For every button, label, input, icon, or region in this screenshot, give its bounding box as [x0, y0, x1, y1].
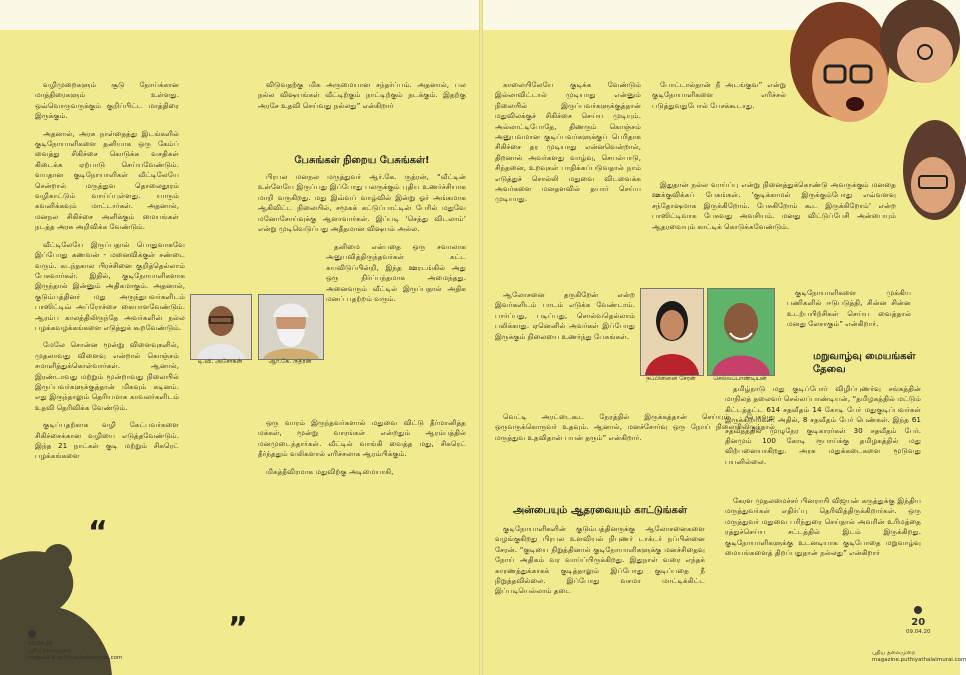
photo-caption: ஆர்.கே. ருத்ரன்: [268, 358, 312, 365]
paragraph: போட்டால்தான் நீ அடங்குவ” என்று குடிநோயாளிகளை எரிச்சல் படுத்துவதுபோல் பேசக்கூடாது.: [652, 80, 786, 110]
left-footer: [28, 630, 122, 662]
right-column-3-top: [495, 80, 641, 280]
left-column-2-intro: [258, 172, 466, 234]
portrait-placeholder: [708, 289, 774, 375]
paragraph: தனிமை என்பதை ஒரு சவாலாக அனுபவித்திருந்தவர்கள் கட்ட சுயவிடுப்பின்றி, இந்த ஊரடங்கில் அது ஒரு நிர்ப்பந்தமாக அமைந்தது. அனைவரும் வீட்டில் இருப்பதால் அதிக மனப் பதற்றம் வரும்.: [326, 242, 466, 304]
left-column-2-beside-photo: [326, 242, 466, 382]
page-spine: [479, 0, 483, 675]
magazine-logo-icon: [906, 606, 931, 617]
photo-ashokan: [190, 294, 252, 360]
paragraph: வெட்டி அரட்டைகூட நேரத்தில் இருக்கத்தான் செய்யும். பேசுவது ஒருவருக்கொருவர் உதவும். ஆனால், மனச்சோர்வு ஒரு நோய் நிலையிலிருந்தால் மருத்துவ உதவிதான் பயன் தரும்” என்கிறார்.: [495, 412, 775, 442]
date: 09.04.20: [906, 629, 931, 635]
quote-close-mark: ”: [228, 611, 248, 646]
right-column-4-top: [652, 80, 786, 178]
section-heading: அன்பையும் ஆதரவையும் காட்டுங்கள்: [513, 505, 687, 516]
date: 09.04.20: [28, 641, 53, 647]
quote-open-mark: “: [88, 515, 108, 550]
right-column-3-bottom: [495, 524, 705, 644]
section-heading-wrap: [495, 502, 705, 522]
paragraph: ஒரு வாரம் இருந்தவர்களால் மதுவை விட்டு தீர்மானித்த மக்கள், மூன்று வாரங்கள் என்றதும் ஆரம்பத்தில் மனமுடைந்தார்கள். வீட்டில் வாங்கி வைத்த மது, சிகரெட் தீர்ந்ததும் வலிகளால் எரிச்சலாக ஆரம்பிக்கும்.: [258, 418, 466, 459]
photo-caption: டி.வி. அசோகன்: [197, 358, 243, 365]
photo-nappinnai: [640, 288, 704, 376]
paragraph: கேரள முதலமைச்சர் பினராயி விஜயன் கருத்துக்கு இந்திய மருத்துவர்கள் எதிர்ப்பு தெரிவித்திருக்கிறார்கள். ஒரு மருத்துவர் மதுவை பரிந்துரை செய்தால் அவரின் உரிமத்தை ரத்துச்செய்ய சட்டத்தில் இடம் இருக்கிறது. குடிநோயாளிகளுக்கு உடனடியாக குடிபோதை மறுவாழ்வு மையங்களைத் திறப்பதுதான் நல்லது” என்கிறார்: [725, 496, 921, 558]
photo-rudran: [258, 294, 324, 360]
portrait-placeholder: [259, 295, 323, 359]
magazine-logo-icon: [28, 630, 122, 641]
right-column-4-bottom: [725, 384, 921, 494]
section-heading: பேசுங்கள் நிறைய பேசுங்கள்!: [294, 155, 430, 166]
section-heading: மறுவாழ்வு மையங்கள் தேவை: [813, 351, 916, 375]
left-column-2-top: [258, 80, 466, 150]
paragraph: வீட்டிலேயே இருப்பதால் பொதுவாகவே இப்போது கணவன் - மனைவிக்குள் சண்டை வரும். கடந்தகால பிரச்சினை குறித்தெல்லாம் பேசுவார்கள். இதில், குடிநோயாளிகளாக இருந்தால் இன்னும் அதிகமாகும். அதனால், குடும்பத்தினர் மது அருந்துபவர்களிடம் பாஸிட்டிவ் அப்ரோச்சை கையாளவேண்டும். ஆரம்ப காலத்திலிருந்தே அவர்களின் நல்ல பழக்கவழக்கங்களை எடுத்துக் கூறவேண்டும்.: [35, 239, 185, 332]
paragraph: மிகத்தீவிரமாக மதுவிற்கு அடிமையாகி,: [266, 466, 394, 476]
paragraph: பிரபல மனநல மருத்துவர் ஆர்.கே. ருத்ரன், “வீட்டின் உள்ளேயே இருப்பது இப்போது பலருக்கும் புதிய உணர்ச்சியாக மாறி வருகிறது. மது இவ்வப் வாழ்வில் இன்று ஓர் அங்கமாக ஆகிவிட்ட நிலையில், சமூகக் கட்டுப்பாட்டின் பேரில் மதுவே மனோசோய்வுக்கு ஆளாவார்கள். இப்படி ‘செத்து விடலாம்’ என்று முடிவெடுப்பது அதீதமான விஷயம் அல்ல.: [258, 172, 466, 234]
left-column-1: [35, 80, 185, 550]
right-column-4-middle: [652, 180, 896, 280]
paragraph: குடிநோயாளிகளை முக்கிய பணிகளில் ஈடுபடுத்தி, சின்ன சின்ன உடற்பயிற்சிகள் செய்ய வைத்தால் மனது லேசாகும்” என்கிறார்.: [787, 288, 911, 329]
portrait-placeholder: [191, 295, 251, 359]
photo-caption: செல்லப்பாண்டியன்: [713, 375, 767, 382]
paragraph: இதுதான் நல்ல வாய்ப்பு என்று நினைத்துக்கொண்டு அவருக்கும் மனதை ஊக்குவிக்கப் பேசுங்கள். ‘குடிக்காமல் இருக்கும்போது எவ்வளவு சந்தோஷமாக இருக்கிறோம். பேசுகிறோம் கூட இருக்கிறோம்’ என்ற பாஸிட்டிவாக பேசுவது அவசியம். மனது விட்டுப்பேசி அன்பையும் ஆதரவையும் காட்டிக் கொடுக்கவேண்டும்.: [652, 180, 896, 231]
website: magazine.puthiyathalaimurai.com: [28, 655, 123, 661]
right-footer: [872, 650, 966, 664]
paragraph: குடிநோயாளிகளின் குடும்பத்தினருக்கு ஆலோசனைகளை வழங்குகிறது பிரபல உளவியல் நிபுணர் டாக்டர் நப்பின்னை சேரன். “குடியை நிறுத்தினால் குடிநோயாளிகளுக்கு மனச்சிதைவு நோய் அதிகம் வர வாய்ப்பிருக்கிறது. இதுநாள் வரை எந்தக் காரணத்துக்காகக் குடித்தாலும் இப்போது குடிப்பதை நீ நிறுத்தவில்லை. இப்போது வசமா மாட்டிக்கிட்ட இப்படியெல்லாம் தடை: [495, 524, 705, 596]
section-heading-wrap: [258, 152, 466, 172]
photo-chellapandiyan: [707, 288, 775, 376]
paragraph: வழிமுறைகளும் சூடு நோய்க்கான மாத்திரைகளும் உள்ளது. ஒவ்வொருவருக்கும் குறிப்பிட்ட மாத்திரை இருக்கும்.: [35, 80, 179, 121]
photo-caption: நப்பின்னை சேரன்: [646, 375, 696, 382]
paragraph: தமிழ்நாடு மது குடிப்போர் விழிப்புணர்வு சங்கத்தின் மாநிலத் தலைவர் செல்லப்பாண்டியன், “தமிழகத்தில் மட்டும் கிட்டத்தட்ட 614 சதவீதம் 14 கோடி பேர் மதுகுடிப்பவர்கள் இருக்கிறார்கள். அதில், 8 சதவீதம் பேர் பெண்கள். இந்த 61 சதவீதத்தில் முழுநேர குடிகாரர்கள் 30 சதவீதம் பேர். தினமும் 100 கோடி ரூபாய்க்கு தமிழகத்தில் மது விற்பனையாகிறது. அரசு மதுக்கடைகளை மூடுவது பயனில்லை.: [725, 384, 921, 466]
page-number: 20: [911, 617, 926, 628]
right-column-4-quote: [787, 288, 911, 348]
paragraph: ஆலோசனை தருகிறேன் என்ற இவர்களிடம் பாடம் எடுக்க வேண்டாம். பார்ப்பது, படிப்பது, சொல்வதெல்லாம் பலிக்காது. ஏனெனில் அவர்கள் இப்போது இருக்கும் நிலையை உணர்ந்து பேசுங்கள்.: [495, 290, 635, 341]
paragraph: காலையிலேயே குடிக்க வேண்டும் இல்லாவிட்டால் முடியாது என்னும் நிலையில் இருப்பவர்களுக்குத்தான் மதுவிலக்குச் சிகிச்சை செய்ய முடியும். அல்லாட்டிபோதே, திணரும் கொஞ்சம் அனுபவமான குடிப்பவர்களுக்குப் பெரிதாக சிகிச்சை தர முடியாது என்னவென்றால், திறனால் அவர்களது வாழ்வு, செயல்பாடு, சிந்தனை, உறவுகள் பாதிக்கப்படுவதால் நாம் எடுத்துச் சொல்லி மதுவை விடவைக்க அவர்களை மனதளவில் தயார் செய்ய முடியாது.: [495, 80, 641, 204]
paragraph: மேலே சொன்ன மூன்று விளைவுகளில், முதலாவது விளைவு என்றால் கொஞ்சம் சமாளித்துக்கொள்வார்கள். ஆனால், இரண்டாவது மற்றும் மூன்றாவது நிலையில் இருப்பவர்களுக்குத்தான் மிகவும் கடினம். எது இருந்தாலும் தெரியமாக காவலர்களிடம் உதவி தெரிவிக்க வேண்டும்.: [35, 340, 179, 412]
right-column-4-final: [725, 496, 921, 600]
brand-name: புதிய தலைமுறை: [872, 650, 916, 656]
paragraph: விடுவதற்கு மிக அருமையான சந்தர்ப்பம். அதனால், பல நல்ல விஷயங்கள் வீட்டிற்கும் நாட்டிற்கும் நடக்கும். இதற்கு அரசே உதவி செய்வது நல்லது” என்கிறார்: [258, 80, 466, 110]
portrait-placeholder: [641, 289, 703, 375]
right-column-3-middle: [495, 290, 635, 410]
section-heading-wrap: [813, 348, 923, 382]
page-number-block: [906, 606, 931, 636]
paragraph: குடிப்பதற்காக வழி கேட்பவர்களை சிகிச்சைக்கான வழியை எடுத்தவேண்டும். இந்த 21 நாட்கள் குடி மற்றும் சிகரெட் பழக்கங்களை: [35, 420, 179, 461]
paragraph: அதனால், அரசு நாள்தைத்து இடங்களில் குடிநோயாளிகளை தனியாக ஒரு கேம்ப் வைத்து சிகிச்சை கொடுக்க வசதிகள் கிடைக்க ஏற்பாடு செய்யவேண்டும். வயதான குடிநோயாளிகள் வீட்டிலேயே சென்றால் மருத்துவ தொலைதூரம் வழிகாட்டும் வாய்ப்புள்ளது. யாரும் கவனிக்கவும் மாட்டார்கள். அதனால், மனநல சிகிச்சை அளிக்கும் மையங்கள் நடத்த அரசு அறிவிக்க வேண்டும்.: [35, 128, 179, 232]
brand-name: புதிய தலைமுறை: [28, 648, 72, 654]
website: magazine.puthiyathalaimurai.com: [872, 657, 966, 663]
left-column-2-bottom: [258, 418, 466, 598]
